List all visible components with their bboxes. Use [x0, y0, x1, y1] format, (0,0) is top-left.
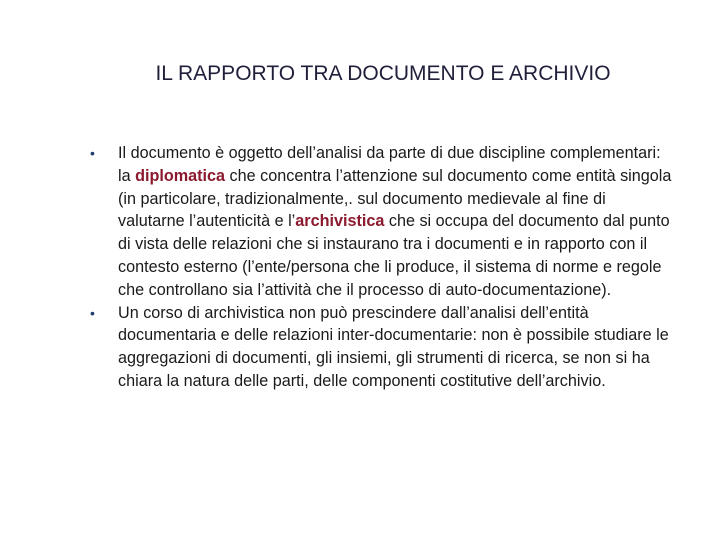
bullet-icon: • — [90, 304, 95, 321]
term-diplomatica: diplomatica — [135, 166, 226, 185]
bullet-item — [90, 142, 675, 302]
term-archivistica: archivistica — [295, 212, 385, 231]
bullet-text: Il documento è oggetto dell’analisi da parte di due discipline complementari: la — [118, 144, 661, 185]
bullet-item — [90, 302, 675, 393]
bullet-icon: • — [90, 145, 95, 161]
bullet-text: Un corso di archivistica non può prescindere dall’analisi dell’entità documentaria e delle relazioni inter-documentarie: non è possibile studiare le aggregazioni di documenti, gli insiemi, gli strumenti di ricerca, se non si ha chiara la natura delle parti, delle componenti costitutive dell’archivio. — [118, 303, 669, 390]
bullet-text: che concentra l’attenzione sul documento come entità singola (in particolare, tradizionalmente,. sul documento medievale al fine di valutarne l’autenticità e l’ — [118, 166, 672, 231]
bullet-list — [90, 142, 675, 393]
slide-title: IL RAPPORTO TRA DOCUMENTO E ARCHIVIO — [155, 62, 611, 85]
bullet-text: che si occupa del documento dal punto di vista delle relazioni che si instaurano tra i documenti e in rapporto con il contesto esterno (l’ente/persona che li produce, il sistema di norme e regole che controllano sia l’attività che il processo di auto-documentazione). — [118, 212, 670, 299]
